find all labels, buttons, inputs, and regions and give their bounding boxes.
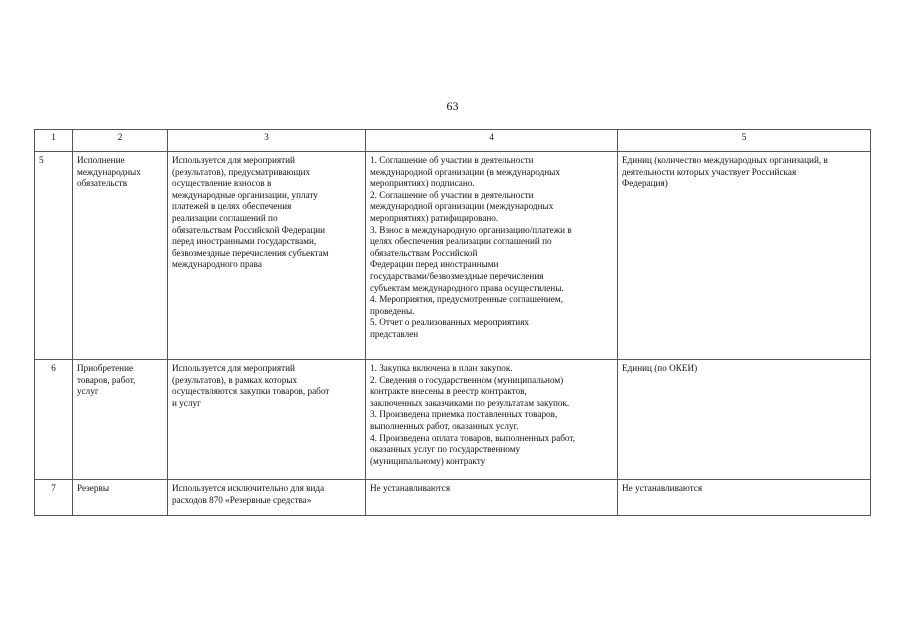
- cell-text-line: Используется исключительно для вида: [172, 483, 325, 493]
- cell-text-line: представлен: [370, 328, 419, 339]
- cell-col3: [168, 152, 366, 360]
- cell-text-line: 4. Произведена оплата товаров, выполненных работ,: [370, 432, 575, 443]
- cell-text-line: 4. Мероприятия, предусмотренные соглашением,: [370, 294, 563, 305]
- cell-text-line: (результатов), в рамках которых: [172, 374, 298, 385]
- column-header: 5: [618, 130, 871, 152]
- table-row: [35, 360, 871, 480]
- row-number: 6: [35, 360, 73, 480]
- cell-text-line: мероприятиях) подписано.: [370, 178, 475, 189]
- cell-text-line: 3. Взнос в международную организацию/платежи в: [370, 224, 572, 235]
- cell-text-line: обязательств: [77, 178, 128, 189]
- cell-text-line: оказанных услуг по государственному: [370, 444, 521, 455]
- cell-text-line: услуг: [77, 386, 99, 397]
- cell-text-line: международной организации (международных: [370, 201, 554, 212]
- table-row: [35, 480, 871, 516]
- cell-text-line: целях обеспечения реализации соглашений по: [370, 236, 552, 247]
- cell-text-line: (муниципальному) контракту: [370, 455, 486, 466]
- cell-text-line: субъектам международного права осуществлены.: [370, 282, 564, 293]
- cell-text-line: безвозмездные перечисления субъектам: [172, 247, 329, 258]
- column-header: 1: [35, 130, 73, 152]
- cell-text-line: деятельности которых участвует Российская: [622, 166, 797, 177]
- cell-col2: [73, 360, 168, 480]
- cell-text-line: международного права: [172, 259, 262, 270]
- cell-text-line: (результатов), предусматривающих: [172, 166, 311, 177]
- cell-text-line: 2. Соглашение об участии в деятельности: [370, 189, 534, 200]
- indicators-table: [34, 129, 871, 516]
- cell-text-line: Исполнение: [77, 155, 125, 165]
- cell-text-line: контракте внесены в реестр контрактов,: [370, 386, 527, 397]
- cell-col4: [366, 480, 618, 516]
- cell-text-line: государствами/безвозмездные перечисления: [370, 270, 544, 281]
- page-number: 63: [446, 99, 459, 113]
- cell-text-line: перед иностранными государствами,: [172, 236, 317, 247]
- cell-text-line: расходов 870 «Резервные средства»: [172, 494, 312, 505]
- cell-text-line: обязательствам Российской: [370, 247, 478, 258]
- cell-text-line: Не устанавливаются: [370, 483, 451, 493]
- cell-text-line: Приобретение: [77, 363, 134, 373]
- cell-text-line: реализации соглашений по: [172, 212, 278, 223]
- cell-text-line: и услуг: [172, 397, 201, 408]
- table-row: [35, 152, 871, 360]
- cell-text-line: международной организации (в международных: [370, 166, 560, 177]
- cell-col5: [618, 480, 871, 516]
- row-number: 7: [35, 480, 73, 516]
- cell-text-line: Единиц (количество международных организаций, в: [622, 155, 828, 165]
- cell-text-line: осуществление взносов в: [172, 178, 272, 189]
- cell-text-line: международных: [77, 166, 141, 177]
- cell-text-line: проведены.: [370, 305, 415, 316]
- column-header: 2: [73, 130, 168, 152]
- cell-col2: [73, 152, 168, 360]
- cell-col2: [73, 480, 168, 516]
- cell-text-line: Резервы: [77, 483, 109, 493]
- cell-text-line: 5. Отчет о реализованных мероприятиях: [370, 317, 530, 328]
- cell-text-line: платежей в целях обеспечения: [172, 201, 292, 212]
- cell-col3: [168, 480, 366, 516]
- cell-text-line: мероприятиях) ратифицировано.: [370, 212, 499, 223]
- cell-text-line: товаров, работ,: [77, 374, 136, 385]
- column-header: 3: [168, 130, 366, 152]
- row-number: 5: [35, 152, 73, 360]
- cell-text-line: Федерации перед иностранными: [370, 259, 499, 270]
- cell-text-line: выполненных работ, оказанных услуг.: [370, 420, 519, 431]
- cell-col3: [168, 360, 366, 480]
- cell-col4: [366, 360, 618, 480]
- cell-col5: [618, 152, 871, 360]
- cell-text-line: 3. Произведена приемка поставленных товаров,: [370, 409, 558, 420]
- cell-text-line: 1. Закупка включена в план закупок.: [370, 363, 513, 373]
- cell-text-line: Не устанавливаются: [622, 483, 703, 493]
- cell-text-line: 1. Соглашение об участии в деятельности: [370, 155, 534, 165]
- cell-text-line: осуществляются закупки товаров, работ: [172, 386, 330, 397]
- cell-text-line: международные организации, уплату: [172, 189, 318, 200]
- cell-text-line: Единиц (по ОКЕИ): [622, 363, 698, 373]
- table-header-row: [35, 130, 871, 152]
- cell-text-line: Используется для мероприятий: [172, 155, 295, 165]
- cell-text-line: Используется для мероприятий: [172, 363, 295, 373]
- cell-col4: [366, 152, 618, 360]
- cell-text-line: обязательствам Российской Федерации: [172, 224, 326, 235]
- cell-col5: [618, 360, 871, 480]
- cell-text-line: заключенных заказчиками по результатам закупок.: [370, 397, 570, 408]
- column-header: 4: [366, 130, 618, 152]
- cell-text-line: Федерация): [622, 178, 668, 189]
- cell-text-line: 2. Сведения о государственном (муниципальном): [370, 374, 564, 385]
